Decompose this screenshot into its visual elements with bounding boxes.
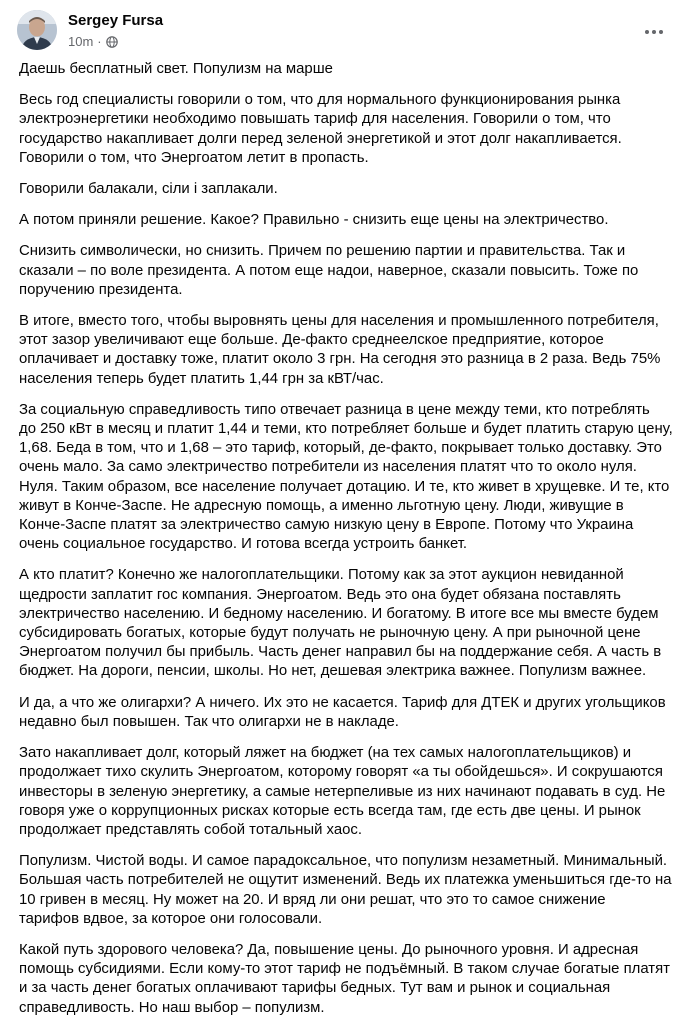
post-timestamp[interactable]: 10m <box>68 34 94 49</box>
post-paragraph: Популизм. Чистой воды. И самое парадоксальное, что популизм незаметный. Минимальный. Большая часть потребителей не ощутит изменений. Ведь их платежка уменьшиться где-то на 10 гривен в месяц. Ну может на 20. И вряд ли они решат, что это то самое снижение тарифов вдвое, за которое они голосовали. <box>19 853 672 927</box>
post-paragraph: Снизить символически, но снизить. Причем по решению партии и правительства. Так и сказали – по воле президента. А потом еще надои, наверное, сказали повысить. Тоже по поручению президента. <box>19 243 639 298</box>
post-paragraph: Весь год специалисты говорили о том, что для нормального функционирования рынка электроэнергетики необходимо повышать тариф для населения. Говорили о том, что государство накапливает долги перед зеленой энергетикой и этот долг накапливается. Говорили о том, что Энергоатом летит в пропасть. <box>19 92 622 166</box>
avatar-photo <box>17 10 57 50</box>
post-text <box>19 60 675 1030</box>
avatar[interactable] <box>17 10 57 50</box>
post-header <box>0 0 690 62</box>
post-meta <box>68 34 118 49</box>
author-name[interactable]: Sergey Fursa <box>68 12 164 29</box>
more-horizontal-icon <box>645 30 663 34</box>
post-paragraph: За социальную справедливость типо отвечает разница в цене между теми, кто потреблять до 250 кВт в месяц и платит 1,44 и теми, кто потребляет больше и будет платить старую цену, 1,68. Беда в том, что и 1,68 – это тариф, который, де-факто, покрывает только доставку. Это очень мало. За само электричество потребители из населения платят что то около нуля. Нуля. Таким образом, все население получает дотацию. И те, кто живет в хрущевке. И те, кто живут в Конче-Заспе. Не адресную помощь, а именно льготную цену. Люди, живущие в Конче-Заспе платят за электричество самую низкую цену в Европе. Потому что Украина очень социальное государство. И готова всегда устроить банкет. <box>19 401 673 553</box>
post-paragraph: В итоге, вместо того, чтобы выровнять цены для населения и промышленного потребителя, этот зазор увеличивают еще больше. Де-факто среднеелское предприятие, которое оплачивает и доставку тоже, платит около 3 грн. На сегодня это разница в 2 раза. Ведь 75% населения теперь будет платить 1,44 грн за кВТ/час. <box>19 313 661 387</box>
more-options-button[interactable] <box>636 20 672 44</box>
globe-icon[interactable] <box>106 36 118 48</box>
meta-separator: · <box>97 34 102 49</box>
post-paragraph: А потом приняли решение. Какое? Правильно - снизить еще цены на электричество. <box>19 212 609 229</box>
post-paragraph: Зато накапливает долг, который ляжет на бюджет (на тех самых налогоплательщиков) и продолжает тихо скулить Энергоатом, которому говорят «а ты обойдешься». И сокрушаются инвесторы в зеленую энергетику, а самые нетерпеливые из них начинают подавать в суд. Не говоря уже о коррупционных рисках которые есть всегда там, где есть две цены. И рынок продолжает представлять собой тотальный хаос. <box>19 745 666 838</box>
post-paragraph: А кто платит? Конечно же налогоплательщики. Потому как за этот аукцион невиданной щедрости заплатит гос компания. Энергоатом. Ведь это она будет обязана поставлять электричество населению. И бедному населению. И богатому. В итоге все мы вместе будем субсидировать богатых, которые будут получать не рыночную цену. А при рыночной цене Энергоатом получил бы прибыль. Часть денег направил бы на поддержание себя. А часть в бюджет. На дороги, пенсии, школы. Но нет, дешевая электрика важнее. Популизм важнее. <box>19 567 662 680</box>
post-paragraph: И да, а что же олигархи? А ничего. Их это не касается. Тариф для ДТЕК и других угольщиков недавно был повышен. Так что олигархи не в накладе. <box>19 694 666 730</box>
post-paragraph: Даешь бесплатный свет. Популизм на марше <box>19 61 333 77</box>
post-paragraph: Говорили балакали, сіли і заплакали. <box>19 181 278 198</box>
post-paragraph: Какой путь здорового человека? Да, повышение цены. До рыночного уровня. И адресная помощь субсидиями. Если кому-то этот тариф не подъёмный. В таком случае богатые платят и за часть денег богатых оплачивают тарифы бедных. Тут вам и рынок и социальная справедливость. Но наш выбор – популизм. <box>19 941 671 1016</box>
